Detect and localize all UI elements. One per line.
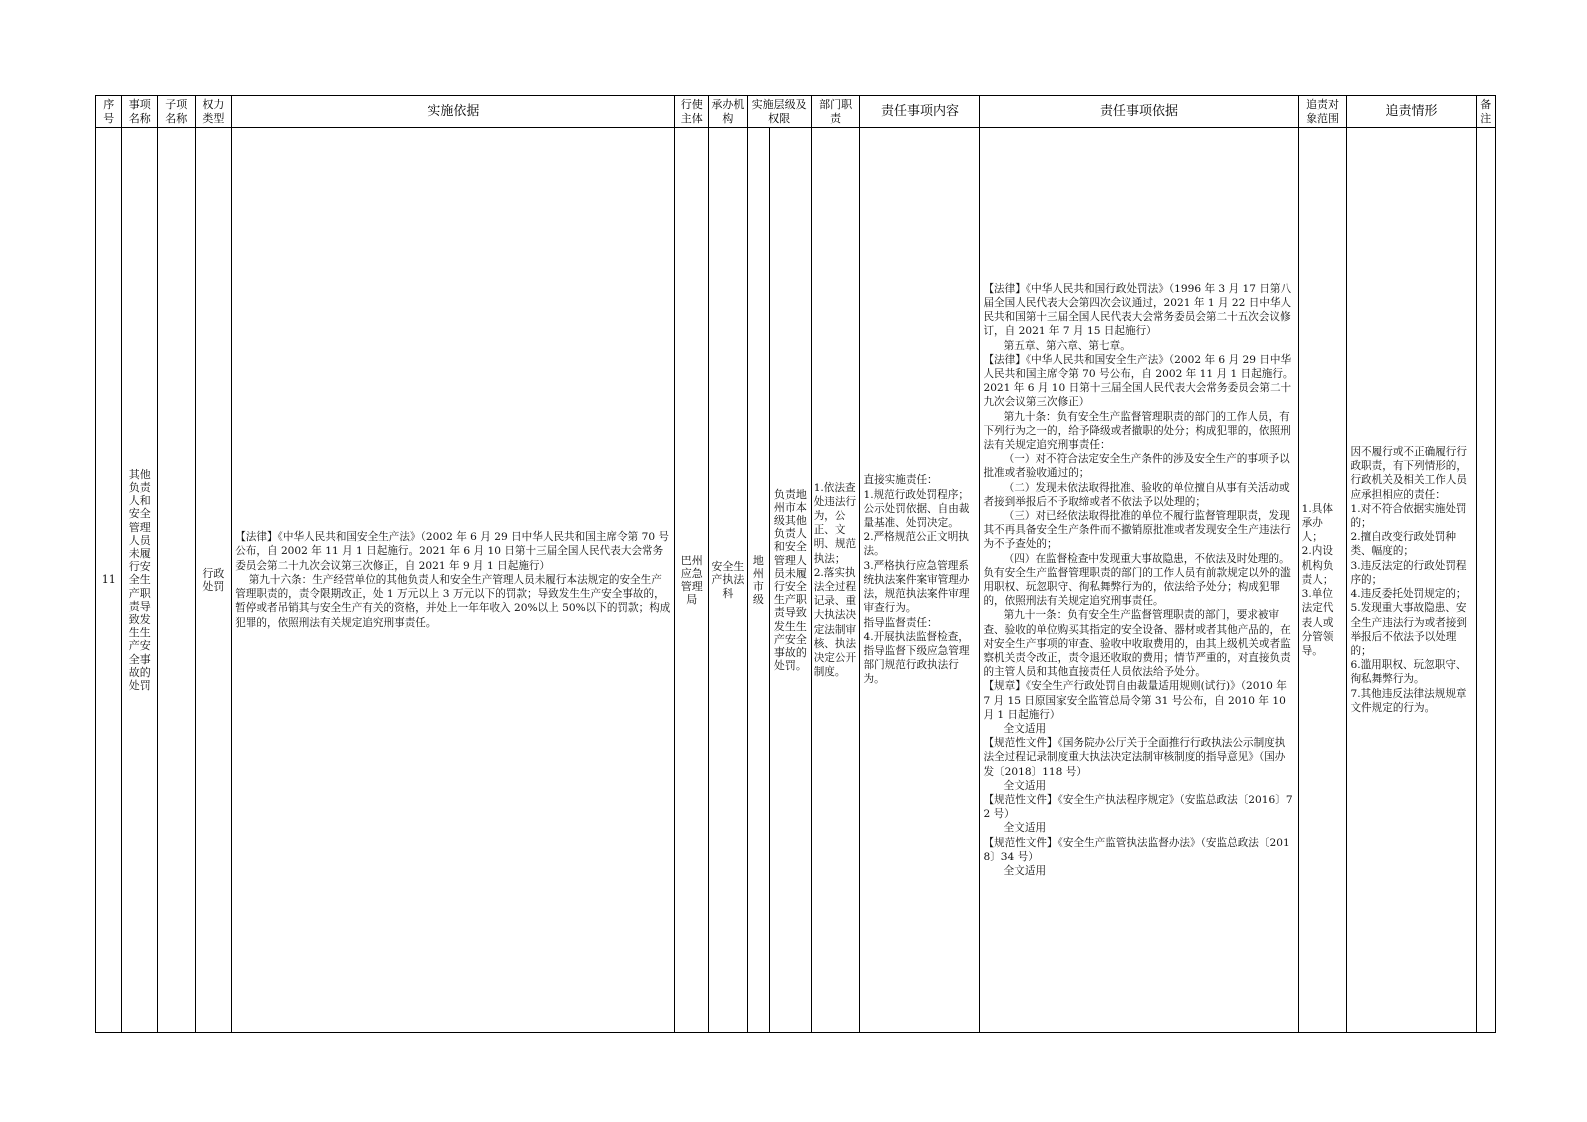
cell-duties: 1.依法查处违法行为，公正、文明、规范执法； 2.落实执法全过程记录、重大执法决定法制审核、执法决定公开制度。 [811,128,860,1033]
table-row [96,128,1496,1033]
cell-accountable: 1.具体承办人； 2.内设机构负责人； 3.单位法定代表人或分管领导。 [1298,128,1347,1033]
cell-power-type: 行政处罚 [195,128,232,1033]
cell-level-desc: 负责地州市本级其他负责人和安全管理人员未履行安全生产职责导致发生生产安全事故的处罚。 [770,128,812,1033]
cell-resp-basis: 【法律】《中华人民共和国行政处罚法》（1996 年 3 月 17 日第八届全国人民代表大会第四次会议通过，2021 年 1 月 22 日中华人民共和国第十三届全国人民代表大会常务委员会第二十五次会议修订，自 2021 年 7 月 15 日起施行） 第五章、第六章、第七章。 【法律】《中华人民共和国安全生产法》（2002 年 6 月 29 日中华人民共和国主席令第 70 号公布，自 2002 年 11 月 1 日起施行。2021 年 6 月 10 日第十三届全国人民代表大会常务委员会第二十九次会议第三次修正） 第九十条：负有安全生产监督管理职责的部门的工作人员，有下列行为之一的，给予降级或者撤职的处分；构成犯罪的，依照刑法有关规定追究刑事责任： （一）对不符合法定安全生产条件的涉及安全生产的事项予以批准或者验收通过的； （二）发现未依法取得批准、验收的单位擅自从事有关活动或者接到举报后不予取缔或者不依法予以处理的； （三）对已经依法取得批准的单位不履行监督管理职责，发现其不再具备安全生产条件而不撤销原批准或者发现安全生产违法行为不予查处的； （四）在监督检查中发现重大事故隐患，不依法及时处理的。负有安全生产监督管理职责的部门的工作人员有前款规定以外的滥用职权、玩忽职守、徇私舞弊行为的，依法给予处分；构成犯罪的，依照刑法有关规定追究刑事责任。 第九十一条：负有安全生产监督管理职责的部门，要求被审查、验收的单位购买其指定的安全设备、器材或者其他产品的，在对安全生产事项的审查、验收中收取费用的，由其上级机关或者监察机关责令改正，责令退还收取的费用；情节严重的，对直接负责的主管人员和其他直接责任人员依法给予处分。 【规章】《安全生产行政处罚自由裁量适用规则(试行)》（2010 年 7 月 15 日原国家安全监管总局令第 31 号公布，自 2010 年 10 月 1 日起施行） 全文适用 【规范性文件】《国务院办公厅关于全面推行行政执法公示制度执法全过程记录制度重大执法决定法制审核制度的指导意见》（国办发〔2018〕118 号） 全文适用 【规范性文件】《安全生产执法程序规定》（安监总政法〔2016〕72 号） 全文适用 【规范性文件】《安全生产监管执法监督办法》（安监总政法〔2018〕34 号） 全文适用 [980,128,1298,1033]
header-remark: 备注 [1476,96,1495,128]
cell-seq: 11 [96,128,122,1033]
header-duties: 部门职责 [811,96,860,128]
cell-item-name: 其他负责人和安全管理人员未履行安全生产职责导致发生生产安全事故的处罚 [122,128,158,1033]
cell-agency: 安全生产执法科 [709,128,748,1033]
header-basis: 实施依据 [232,96,675,128]
cell-remark [1476,128,1495,1033]
cell-basis: 【法律】《中华人民共和国安全生产法》（2002 年 6 月 29 日中华人民共和国主席令第 70 号公布，自 2002 年 11 月 1 日起施行。2021 年 6 月 10 日第十三届全国人民代表大会常务委员会第二十九次会议第三次修正，自 2021 年 9 月 1 日起施行） 第九十六条：生产经营单位的其他负责人和安全生产管理人员未履行本法规定的安全生产管理职责的，责令限期改正，处 1 万元以上 3 万元以下的罚款；导致发生生产安全事故的，暂停或者吊销其与安全生产有关的资格，并处上一年年收入 20%以上 50%以下的罚款；构成犯罪的，依照刑法有关规定追究刑事责任。 [232,128,675,1033]
cell-sub-name [158,128,196,1033]
cell-circumstances: 因不履行或不正确履行行政职责，有下列情形的，行政机关及相关工作人员应承担相应的责任： 1.对不符合依据实施处罚的； 2.擅自改变行政处罚种类、幅度的； 3.违反法定的行政处罚程序的； 4.违反委托处罚规定的； 5.发现重大事故隐患、安全生产违法行为或者接到举报后不依法予以处理的； 6.滥用职权、玩忽职守、徇私舞弊行为。 7.其他违反法律法规规章文件规定的行为。 [1347,128,1476,1033]
cell-resp-content: 直接实施责任： 1.规范行政处罚程序；公示处罚依据、自由裁量基准、处罚决定。 2.严格规范公正文明执法。 3.严格执行应急管理系统执法案件案审管理办法，规范执法案件审理审查行为。 指导监督责任： 4.开展执法监督检查，指导监督下级应急管理部门规范行政执法行为。 [860,128,980,1033]
header-accountable: 追责对象范围 [1298,96,1347,128]
header-seq: 序号 [96,96,122,128]
header-circumstances: 追责情形 [1347,96,1476,128]
power-list-table [95,95,1496,1033]
header-sub-name: 子项名称 [158,96,196,128]
cell-level: 地州市级 [747,128,769,1033]
header-resp-content: 责任事项内容 [860,96,980,128]
header-resp-basis: 责任事项依据 [980,96,1298,128]
header-row [96,96,1496,128]
header-item-name: 事项名称 [122,96,158,128]
header-subject: 行使主体 [675,96,709,128]
header-agency: 承办机构 [709,96,748,128]
cell-subject: 巴州应急管理局 [675,128,709,1033]
header-power-type: 权力类型 [195,96,232,128]
header-level: 实施层级及权限 [747,96,811,128]
